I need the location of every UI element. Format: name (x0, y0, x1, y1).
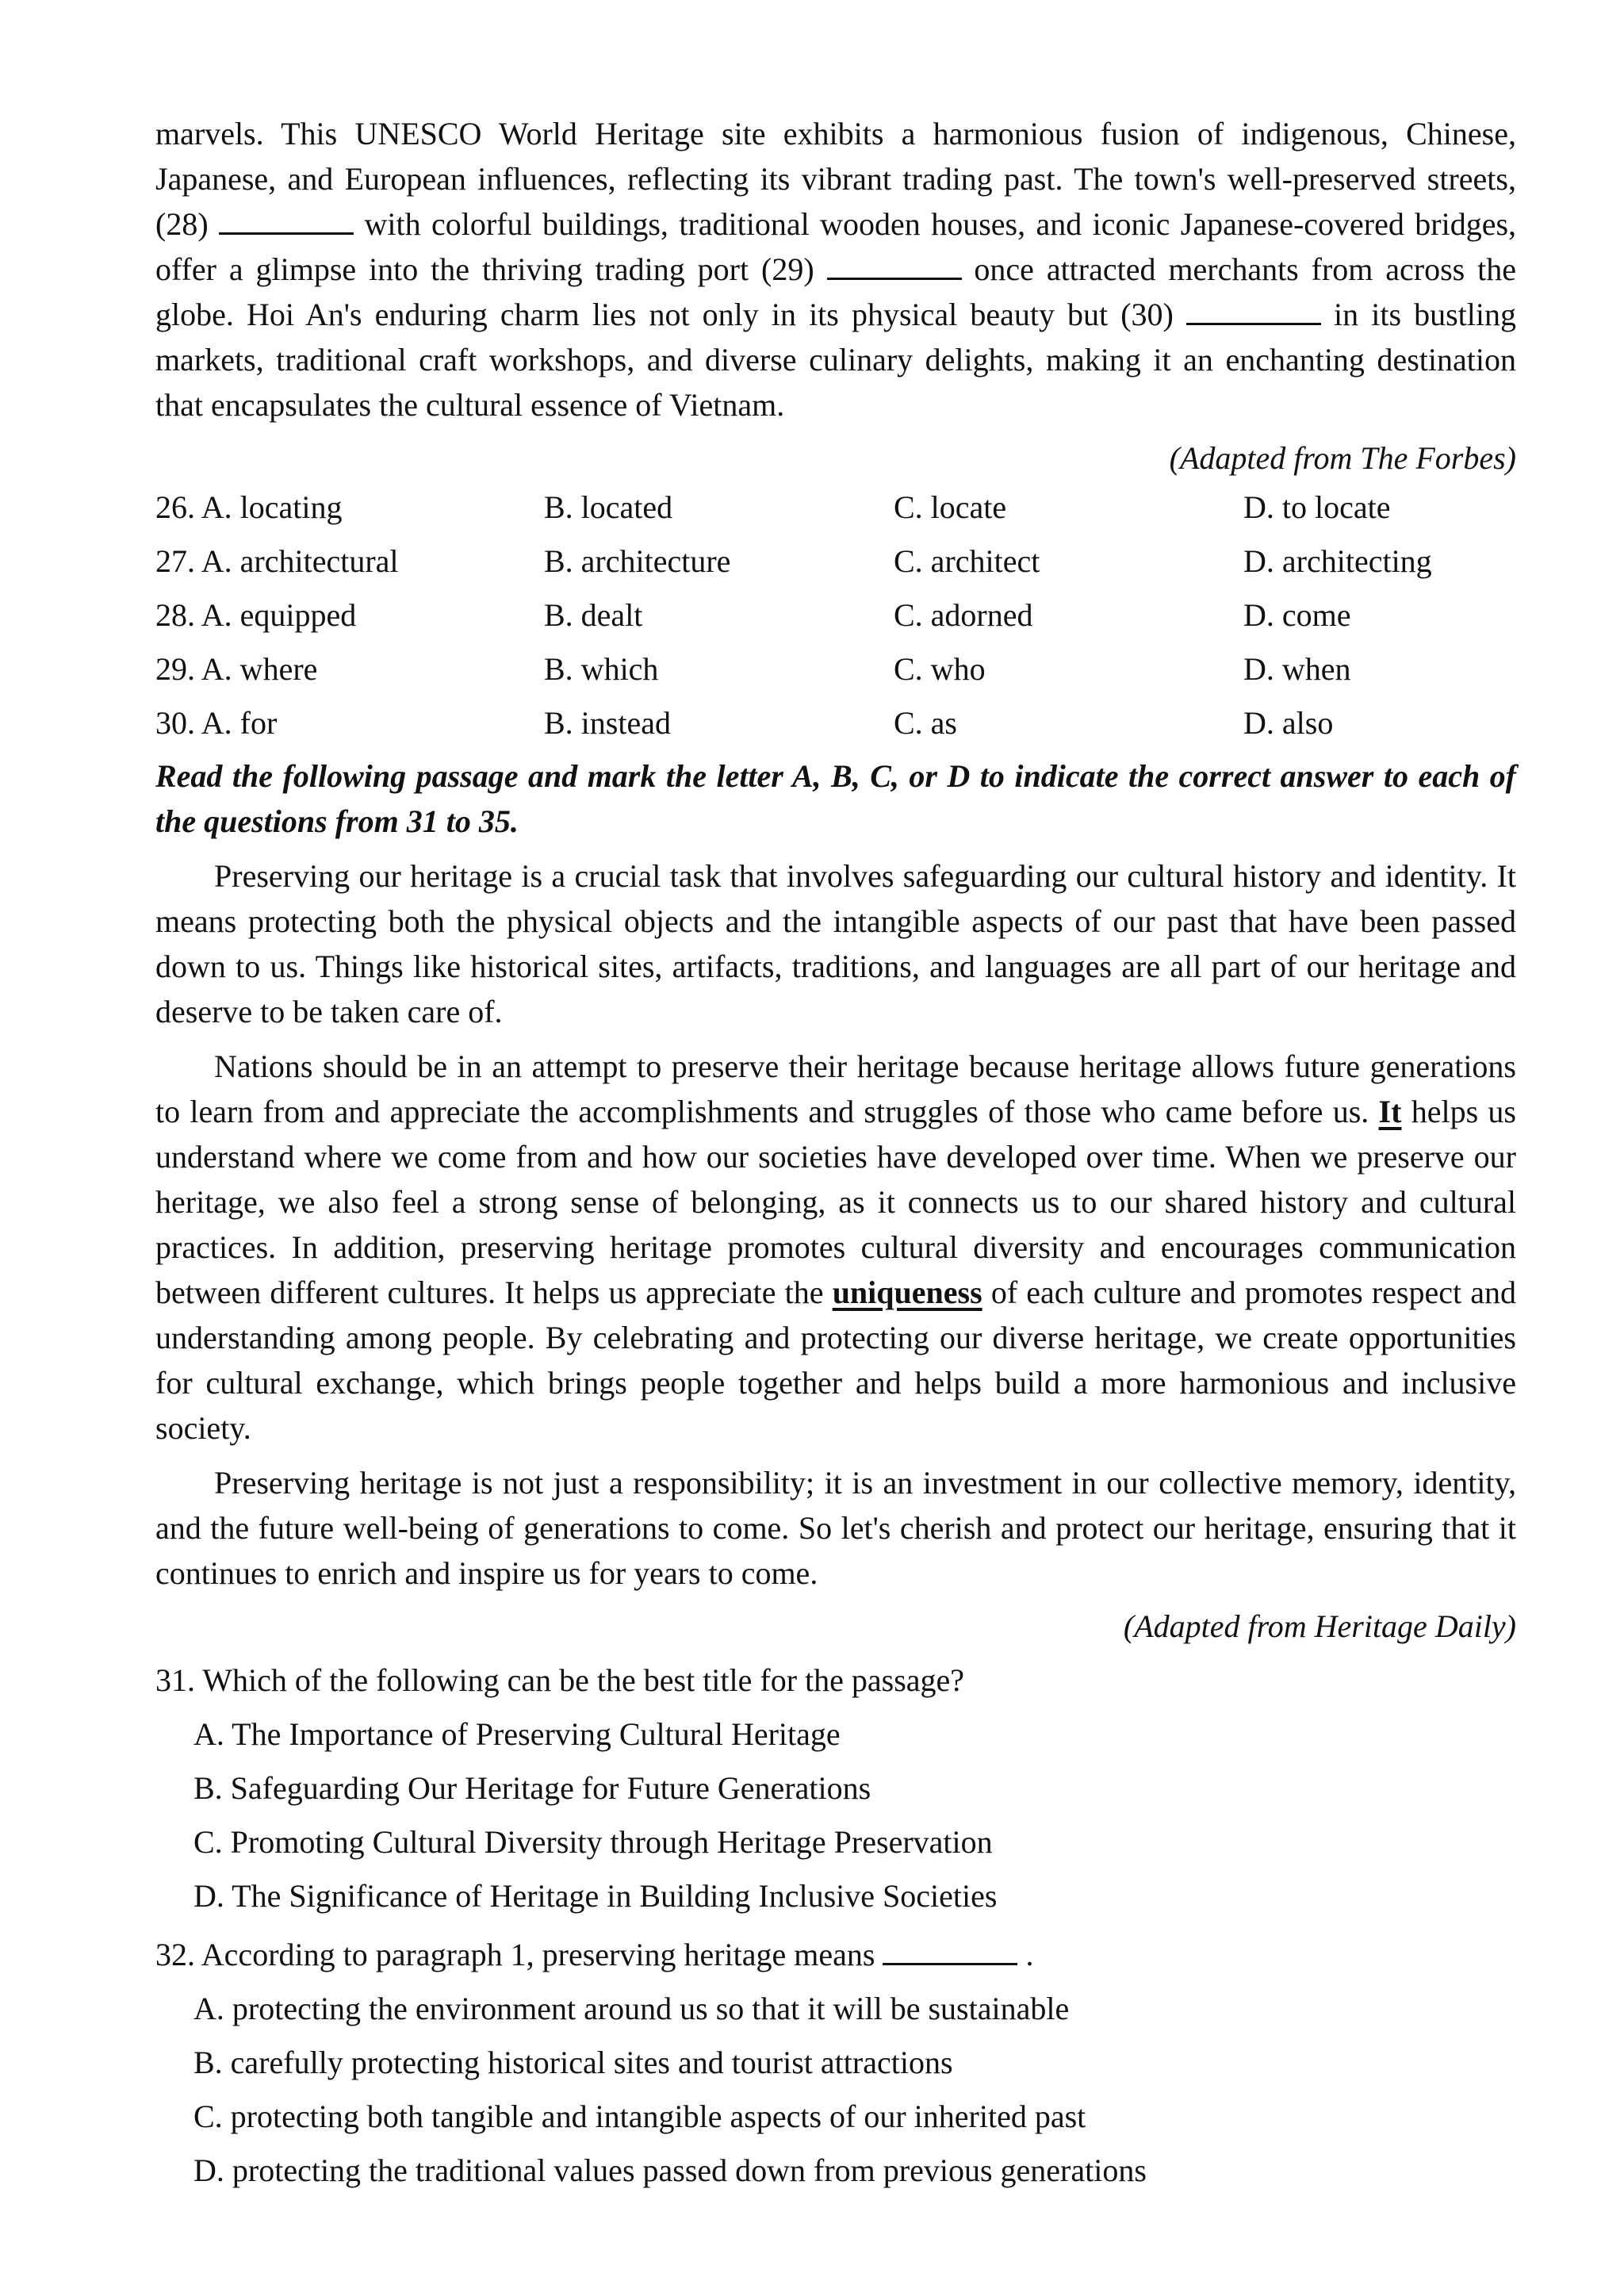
option-28a[interactable]: 28. A. equipped (155, 597, 357, 633)
question-text: 32. According to paragraph 1, preserving heritage means (155, 1937, 883, 1972)
choice-31c[interactable]: C. Promoting Cultural Diversity through Heritage Preservation (193, 1824, 993, 1860)
option-30d[interactable]: D. also (1243, 705, 1334, 741)
option-27d[interactable]: D. architecting (1243, 543, 1432, 579)
answer-options-26 (155, 481, 1516, 535)
reading-paragraph-2 (155, 1044, 1516, 1451)
option-27c[interactable]: C. architect (894, 543, 1040, 579)
source-citation: (Adapted from The Forbes) (1169, 440, 1516, 476)
answer-options-30 (155, 696, 1516, 750)
choice-32a[interactable]: A. protecting the environment around us so that it will be sustainable (193, 1991, 1070, 2026)
option-29a[interactable]: 29. A. where (155, 651, 318, 687)
option-26c[interactable]: C. locate (894, 489, 1007, 525)
option-29b[interactable]: B. which (544, 651, 659, 687)
section-instruction: Read the following passage and mark the letter A, B, C, or D to indicate the correct answer to each of the questions from 31 to 35. (155, 758, 1516, 839)
option-28c[interactable]: C. adorned (894, 597, 1033, 633)
option-30c[interactable]: C. as (894, 705, 957, 741)
passage-text: once attracted merchants from across the globe. Hoi An's enduring charm lies not only in its physical beauty but (30) (155, 251, 1516, 332)
choice-31a[interactable]: A. The Importance of Preserving Cultural Heritage (193, 1716, 841, 1752)
question-end: . (1017, 1937, 1034, 1972)
answer-options-27 (155, 535, 1516, 588)
blank-28 (219, 205, 354, 235)
reading-paragraph-1: Preserving our heritage is a crucial task that involves safeguarding our cultural history and identity. It means protecting both the physical objects and the intangible aspects of our past that have been passed down to us. Things like historical sites, artifacts, traditions, and languages are all part of our heritage and deserve to be taken care of. (155, 858, 1516, 1029)
reading-paragraph-3: Preserving heritage is not just a responsibility; it is an investment in our collective memory, identity, and the future well-being of generations to come. So let's cherish and protect our heritage, ensuring that it continues to enrich and inspire us for years to come. (155, 1465, 1516, 1591)
passage-text: with colorful buildings, traditional wooden houses, and iconic Japanese-covered bridges, offer a glimpse into the thriving trading port (29) (155, 206, 1517, 287)
option-27a[interactable]: 27. A. architectural (155, 543, 399, 579)
option-26b[interactable]: B. located (544, 489, 673, 525)
option-27b[interactable]: B. architecture (544, 543, 731, 579)
paragraph-text: of each culture and promotes respect and understanding among people. By celebrating and protecting our diverse heritage, we create opportunities for cultural exchange, which brings people together and helps build a more harmonious and inclusive society. (155, 1274, 1516, 1446)
blank-29 (827, 251, 962, 280)
passage-text: in its bustling markets, traditional craft workshops, and diverse culinary delights, making it an enchanting destination that encapsulates the cultural essence of Vietnam. (155, 297, 1516, 423)
reference-word-it: It (1378, 1094, 1402, 1129)
question-31: 31. Which of the following can be the best title for the passage? (155, 1662, 965, 1698)
option-30a[interactable]: 30. A. for (155, 705, 278, 741)
choice-32b[interactable]: B. carefully protecting historical sites and tourist attractions (193, 2045, 953, 2080)
option-26a[interactable]: 26. A. locating (155, 489, 343, 525)
cloze-passage (155, 111, 1516, 427)
question-32 (155, 1928, 1516, 1982)
option-26d[interactable]: D. to locate (1243, 489, 1391, 525)
passage-text: marvels. This UNESCO World Heritage site exhibits a harmonious fusion of indigenous, Chinese, Japanese, and European influences, reflecting its vibrant trading past. The town's well-preserved streets, (28) (155, 116, 1516, 242)
paragraph-text: helps us understand where we come from and how our societies have developed over time. When we preserve our heritage, we also feel a strong sense of belonging, as it connects us to our shared history and cultural practices. In addition, preserving heritage promotes cultural diversity and encourages communication between different cultures. It helps us appreciate the (155, 1094, 1516, 1310)
choice-32d[interactable]: D. protecting the traditional values passed down from previous generations (193, 2152, 1147, 2188)
paragraph-text: Nations should be in an attempt to preserve their heritage because heritage allows future generations to learn from and appreciate the accomplishments and struggles of those who came before us. (155, 1048, 1516, 1129)
exam-page (155, 111, 1516, 2198)
blank-32 (883, 1936, 1017, 1965)
source-citation: (Adapted from Heritage Daily) (1123, 1608, 1516, 1644)
option-29c[interactable]: C. who (894, 651, 986, 687)
option-28b[interactable]: B. dealt (544, 597, 643, 633)
choice-31d[interactable]: D. The Significance of Heritage in Building Inclusive Societies (193, 1878, 998, 1914)
option-30b[interactable]: B. instead (544, 705, 671, 741)
option-29d[interactable]: D. when (1243, 651, 1351, 687)
choice-31b[interactable]: B. Safeguarding Our Heritage for Future Generations (193, 1770, 871, 1806)
answer-options-29 (155, 642, 1516, 696)
choice-32c[interactable]: C. protecting both tangible and intangible aspects of our inherited past (193, 2099, 1086, 2134)
answer-options-28 (155, 588, 1516, 642)
reference-word-uniqueness: uniqueness (832, 1274, 982, 1310)
option-28d[interactable]: D. come (1243, 597, 1351, 633)
blank-30 (1186, 296, 1321, 325)
